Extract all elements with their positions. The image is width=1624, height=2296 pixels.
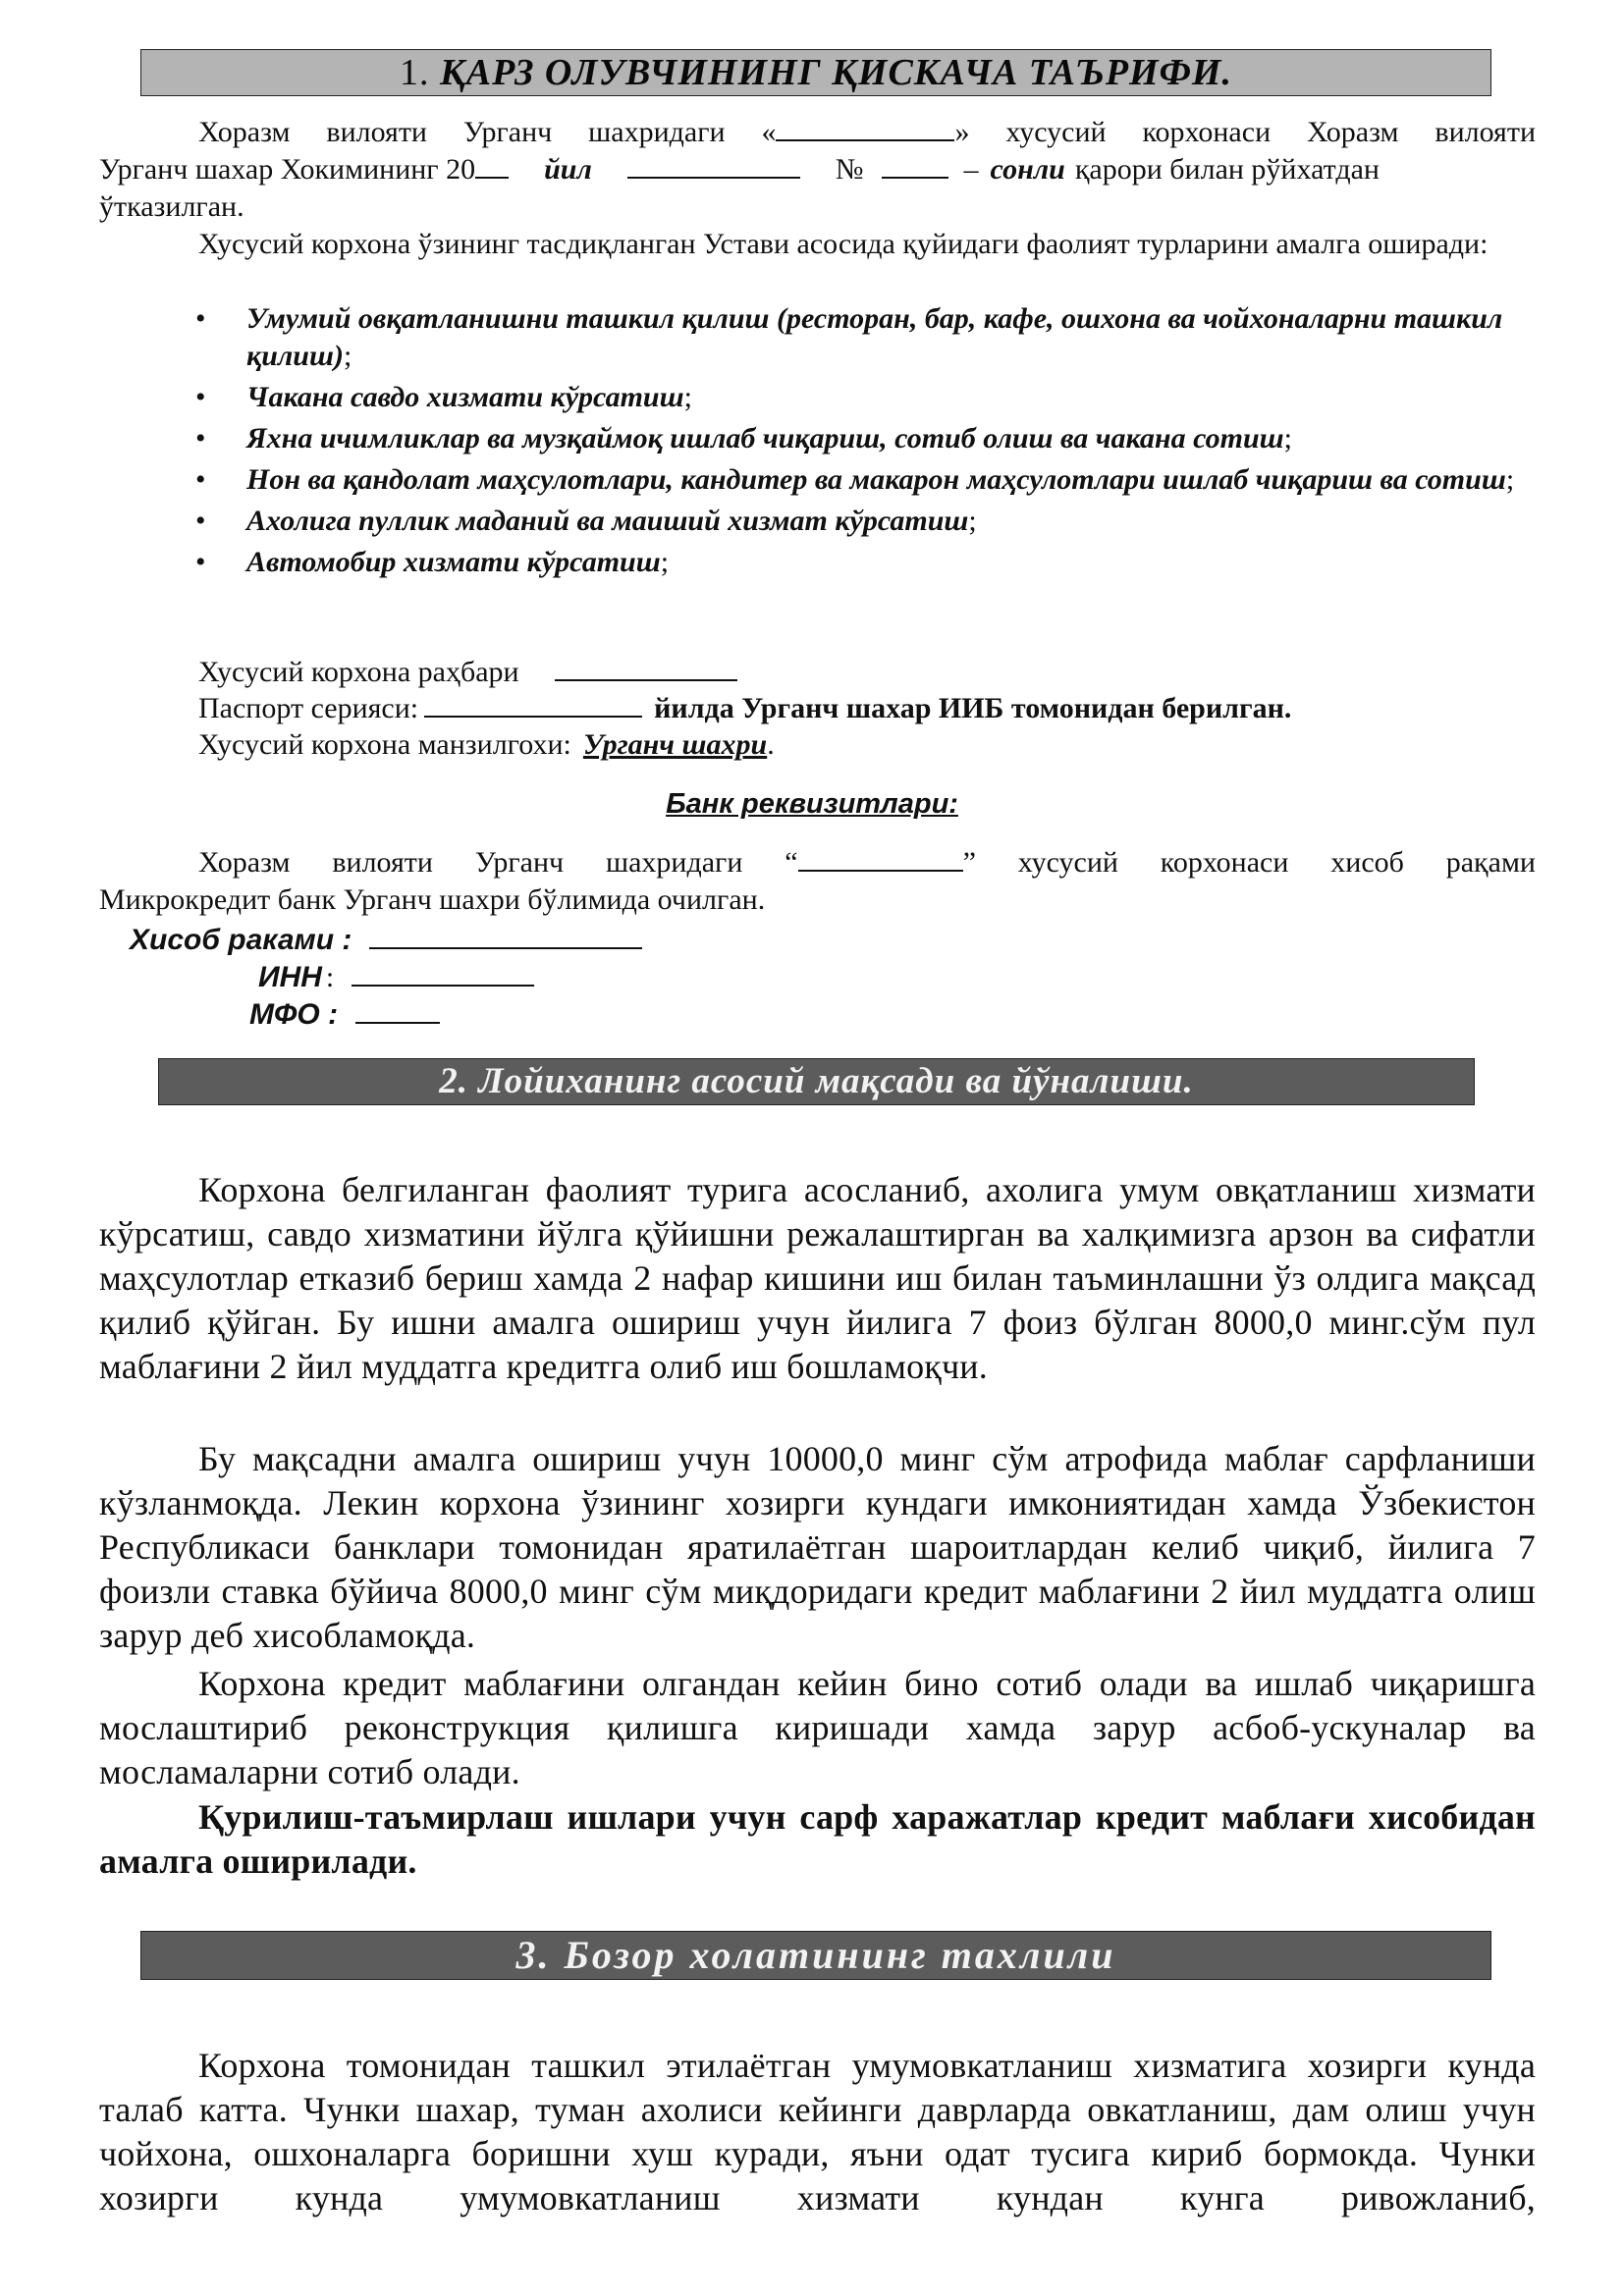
director-label: Хусусий корхона раҳбари xyxy=(198,656,519,688)
activity-item xyxy=(99,420,1533,457)
year-blank xyxy=(475,151,509,179)
bullet-icon: • xyxy=(195,505,206,537)
activities-list xyxy=(99,300,1533,585)
activity-text: Яхна ичимликлар ва музқаймоқ ишлаб чиқариш, сотиб олиш ва чакана сотиш xyxy=(246,422,1284,454)
dash: – xyxy=(963,153,979,186)
intro-line-2-start: Урганч шахар Хокимининг 20 xyxy=(99,153,476,186)
section-2-paragraph-2: Бу мақсадни амалга ошириш учун 10000,0 минг сўм атрофида маблағ сарфланиши кўзланмоқда. Лекин корхона ўзининг хозирги кундаги имкониятидан хамда Ўзбекистон Республикаси банклари томонидан яратилаётган шароитлардан келиб чиқиб, йилига 7 фоизли ставка бўйича 8000,0 минг сўм миқдоридаги кредит маблағини 2 йил муддатга олиш зарур деб хисобламоқда. xyxy=(99,1439,1536,1655)
section-3-header: 3. Бозор холатининг тахлили xyxy=(140,1931,1491,1980)
activity-item xyxy=(99,379,1533,416)
inn-row xyxy=(258,959,534,995)
passport-issued: йилда Урганч шахар ИИБ томонидан берилган. xyxy=(654,692,1292,724)
activity-text: Ахолига пуллик маданий ва маиший хизмат кўрсатиш xyxy=(246,505,969,537)
inn-label: ИНН xyxy=(258,961,322,993)
activity-suffix: ; xyxy=(1505,463,1515,496)
mfo-row xyxy=(249,996,440,1033)
activity-item xyxy=(99,544,1533,581)
bullet-icon: • xyxy=(195,302,206,335)
bank-company-blank xyxy=(798,844,963,872)
intro-line-3: ўтказилган. xyxy=(99,190,244,223)
mfo-label: МФО : xyxy=(249,998,339,1031)
address-row xyxy=(198,727,775,763)
activity-item xyxy=(99,503,1533,540)
bank-line-1-start: Хоразм вилояти Урганч шахридаги “ xyxy=(198,846,798,879)
activity-suffix: ; xyxy=(1283,422,1293,454)
activity-suffix: ; xyxy=(968,505,977,537)
bullet-icon: • xyxy=(195,381,206,413)
account-blank xyxy=(369,922,642,949)
passport-row xyxy=(198,690,1291,726)
bank-line-2: Микрокредит банк Урганч шахри бўлимида очилган. xyxy=(99,883,766,916)
section-3-paragraph: Корхона томонидан ташкил этилаётган умумовкатланиш хизматига хозирги кунда талаб катта. Чунки шахар, туман ахолиси кейинги даврларда овкатланиш, дам олиш учун чойхона, ошхоналарга боришни хуш куради, яъни одат тусига кириб бормокда. Чунки хозирги кунда умумовкатланиш хизмати кундан кунга ривожланиб, xyxy=(99,2046,1536,2217)
intro-line-1-end: » хусусий корхонаси Хоразм вилояти xyxy=(954,116,1537,148)
intro-line-1 xyxy=(198,114,1536,151)
sonli-word: сонли xyxy=(990,153,1065,186)
activities-intro: Хусусий корхона ўзининг тасдиқланган Устави асосида қуйидаги фаолият турларини амалга оширади: xyxy=(198,228,1489,260)
intro-line-1-start: Хоразм вилояти Урганч шахридаги « xyxy=(198,116,777,148)
activity-text: Умумий овқатланишни ташкил қилиш (ресторан, бар, кафе, ошхона ва чойхоналарни ташкил қилиш) xyxy=(246,302,1503,372)
address-value: Урганч шахри xyxy=(582,728,768,761)
section-1-title: ҚАРЗ ОЛУВЧИНИНГ ҚИСКАЧА ТАЪРИФИ. xyxy=(440,52,1232,93)
section-2-paragraph-1: Корхона белгиланган фаолият турига асосланиб, ахолига умум овқатланиш хизмати кўрсатиш, савдо хизматини йўлга қўйишни режалаштирган ва халқимизга арзон ва сифатли маҳсулотлар етказиб бериш хамда 2 нафар кишини иш билан таъминлашни ўз олдига мақсад қилиб қўйган. Бу ишни амалга ошириш учун йилига 7 фоиз бўлган 8000,0 минг.сўм пул маблағини 2 йил муддатга кредитга олиб иш бошламоқчи. xyxy=(99,1170,1536,1386)
section-1-header xyxy=(140,49,1491,96)
activity-suffix: ; xyxy=(683,381,692,413)
activity-item xyxy=(99,300,1533,375)
company-name-blank xyxy=(776,114,954,141)
section-1-number: 1. xyxy=(400,52,430,93)
account-label: Хисоб раками : xyxy=(130,924,352,956)
activity-text: Чакана савдо хизмати кўрсатиш xyxy=(246,381,684,413)
passport-blank xyxy=(424,690,642,718)
activity-text: Автомобир хизмати кўрсатиш xyxy=(246,546,661,578)
director-blank xyxy=(555,654,737,681)
bullet-icon: • xyxy=(195,546,206,578)
bullet-icon: • xyxy=(195,422,206,454)
bank-line-1 xyxy=(198,844,1536,881)
director-row xyxy=(198,654,737,690)
inn-colon: : xyxy=(325,961,335,993)
bank-line-1-end: ” хусусий корхонаси хисоб рақами xyxy=(962,846,1536,879)
account-row xyxy=(130,922,642,958)
activity-suffix: ; xyxy=(660,546,670,578)
yil-word: йил xyxy=(544,153,592,186)
decree-number-blank xyxy=(882,151,948,179)
intro-line-2-end: қарори билан рўйхатдан xyxy=(1074,153,1380,186)
address-label: Хусусий корхона манзилгохи: xyxy=(198,728,571,761)
address-dot: . xyxy=(767,728,775,761)
bank-details-title: Банк реквизитлари: xyxy=(666,788,958,820)
date-blank xyxy=(627,151,800,179)
passport-label: Паспорт серияси: xyxy=(198,692,419,724)
section-2-paragraph-3: Корхона кредит маблағини олгандан кейин бино сотиб олади ва ишлаб чиқаришга мослаштириб реконструкция қилишга киришади хамда зарур асбоб-ускуналар ва мосламаларни сотиб олади. xyxy=(99,1664,1536,1791)
number-sign: № xyxy=(835,153,864,186)
intro-line-2 xyxy=(99,151,1536,188)
section-2-header: 2. Лойиханинг асосий мақсади ва йўналиши. xyxy=(158,1058,1475,1105)
activity-item xyxy=(99,461,1533,499)
activity-suffix: ; xyxy=(343,340,352,372)
inn-blank xyxy=(352,959,534,987)
activity-text: Нон ва қандолат маҳсулотлари, кандитер ва макарон маҳсулотлари ишлаб чиқариш ва сотиш xyxy=(246,463,1506,496)
mfo-blank xyxy=(355,996,440,1024)
bullet-icon: • xyxy=(195,463,206,496)
section-2-bold-paragraph: Қурилиш-таъмирлаш ишлари учун сарф харажатлар кредит маблағи хисобидан амалга оширилади. xyxy=(99,1797,1536,1881)
